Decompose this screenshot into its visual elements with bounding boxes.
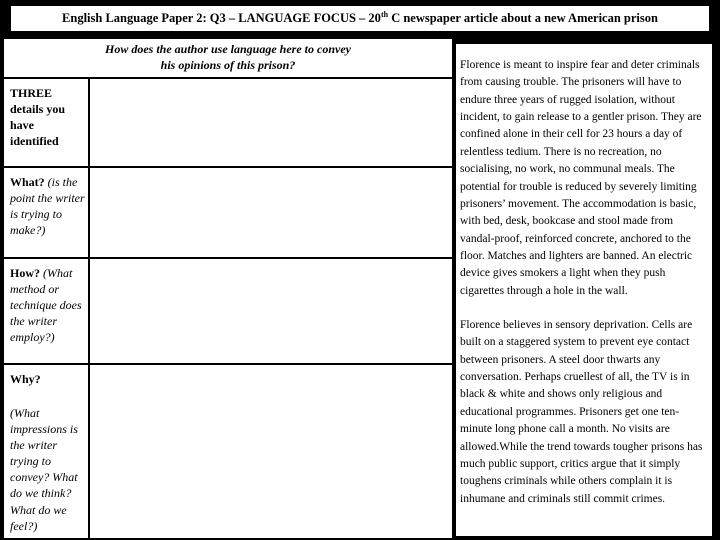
- title-bar: [9, 4, 711, 33]
- row-label-italic: (What impressions is the writer trying to convey? What do we think? What do we feel?): [10, 405, 78, 533]
- question-table: [2, 37, 454, 540]
- table-row-details: [4, 79, 452, 168]
- row-label-bold: THREE: [10, 85, 53, 100]
- title-superscript: th: [380, 9, 389, 19]
- row-label-what: [4, 168, 90, 257]
- row-label-bold: How?: [10, 265, 40, 280]
- table-header-text: How does the author use language here to convey his opinions of this prison?: [104, 42, 351, 72]
- table-header-cell: [4, 39, 452, 79]
- answer-cell-how: [90, 259, 452, 364]
- article-textbox: [456, 44, 712, 536]
- answer-cell-what: [90, 168, 452, 257]
- page-title: [62, 11, 658, 26]
- row-label-rest: details you have identified: [10, 101, 66, 149]
- table-row-why: [4, 365, 452, 538]
- answer-cell-details: [90, 79, 452, 166]
- article-paragraph-1: Florence is meant to inspire fear and deter criminals from causing trouble. The prisoners will have to endure three years of rugged isolation, without incident, to gain release to a gentler prison. They are confined alone in their cell for 23 hours a day of relentless tedium. There is no recreation, no socialising, no work, no communal meals. The potential for trouble is reduced by severely limiting prisoners’ movement. The accommodation is basic, with bed, desk, bookcase and stool made from vandal-proof, reinforced concrete, anchored to the floor. Matches and lighters are banned. An electric device gives smokers a light when they push cigarettes through a hole in the wall.: [460, 59, 702, 297]
- table-row-what: [4, 168, 452, 259]
- article-paragraph-2: Florence believes in sensory deprivation. Cells are built on a staggered system to prevent eye contact between prisoners. A steel door thwarts any conversation. Perhaps cruellest of all, the TV is in black & white and shows only religious and educational programmes. Prisoners get one ten-minute long phone call a month. No visits are allowed.While the trend towards tougher prisons has much public support, critics argue that it simply toughens criminals while others complain it is inhumane and criminals still commit crimes.: [460, 319, 703, 505]
- row-label-bold: What?: [10, 174, 45, 189]
- answer-cell-why: [90, 365, 452, 538]
- table-row-how: [4, 259, 452, 366]
- row-label-italic: (What method or technique does the writer employ?): [10, 265, 82, 345]
- row-label-bold: Why?: [10, 372, 41, 387]
- title-text-right: C newspaper article about a new American prison: [388, 11, 658, 25]
- row-label-how: [4, 259, 90, 364]
- title-text-left: English Language Paper 2: Q3 – LANGUAGE FOCUS – 20: [62, 11, 381, 25]
- row-label-italic: (is the point the writer is trying to make?): [10, 174, 85, 238]
- row-label-three-details: [4, 79, 90, 166]
- row-label-why: [4, 365, 90, 538]
